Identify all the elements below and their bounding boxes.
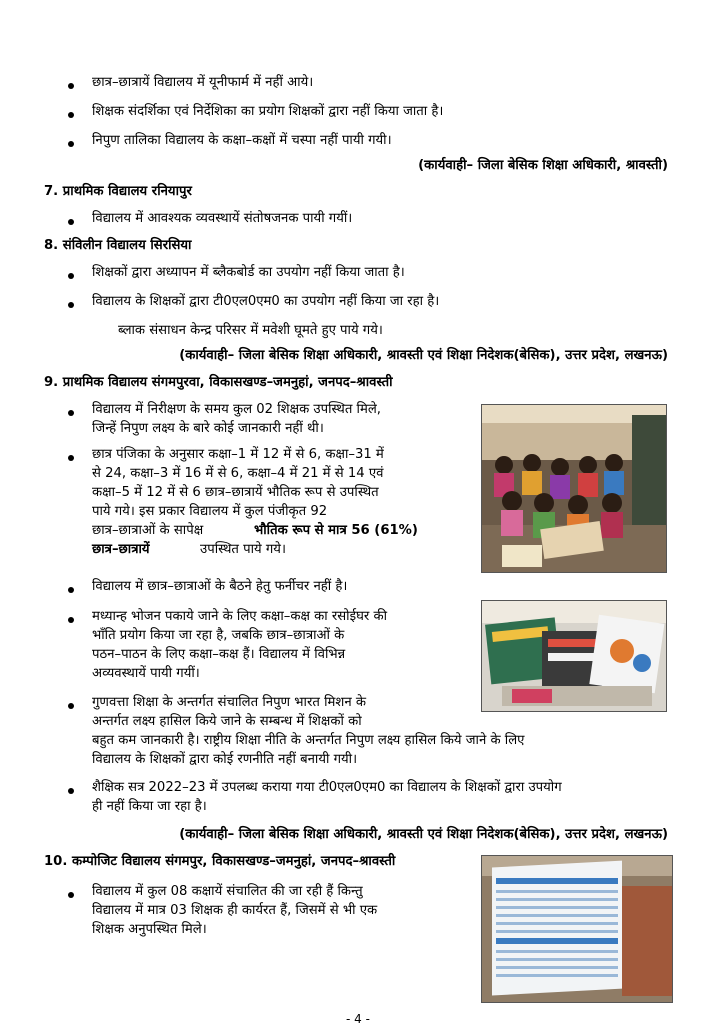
list-item-line: से 24, कक्षा–3 में 16 में से 6, कक्षा–4 में 21 में से 14 एवं bbox=[92, 466, 384, 481]
bullet-icon bbox=[68, 141, 74, 147]
wall-chart-photo bbox=[481, 855, 673, 1003]
bullet-icon bbox=[68, 219, 74, 225]
list-item-line: शैक्षिक सत्र 2022–23 में उपलब्ध कराया गया टी0एल0एम0 का विद्यालय के शिक्षकों द्वारा उपयोग bbox=[92, 780, 562, 795]
list-item-line: गुणवत्ता शिक्षा के अन्तर्गत संचालित निपुण भारत मिशन के bbox=[92, 695, 366, 710]
list-item-line: अन्तर्गत लक्ष्य हासिल किये जाने के सम्बन्ध में शिक्षकों को bbox=[92, 714, 362, 729]
list-item-line: कक्षा–5 में 12 में से 6 छात्र–छात्रायें भौतिक रूप से उपस्थित bbox=[92, 485, 379, 500]
bullet-icon bbox=[68, 302, 74, 308]
page-number: - 4 - bbox=[346, 1012, 370, 1026]
list-item-line: विद्यालय के शिक्षकों द्वारा कोई रणनीति नहीं बनायी गयी। bbox=[92, 752, 358, 767]
action-note: (कार्यवाही– जिला बेसिक शिक्षा अधिकारी, श्रावस्ती एवं शिक्षा निदेशक(बेसिक), उत्तर प्रदेश, लखनऊ) bbox=[179, 827, 668, 842]
bullet-icon bbox=[68, 703, 74, 709]
list-item: विद्यालय में छात्र–छात्राओं के बैठने हेतु फर्नीचर नहीं है। bbox=[92, 579, 348, 594]
list-item: निपुण तालिका विद्यालय के कक्षा–कक्षों में चस्पा नहीं पायी गयी। bbox=[92, 133, 392, 148]
bullet-icon bbox=[68, 410, 74, 416]
action-note: (कार्यवाही– जिला बेसिक शिक्षा अधिकारी, श्रावस्ती) bbox=[418, 158, 668, 173]
bullet-icon bbox=[68, 83, 74, 89]
list-item-line: अव्यवस्थायें पायी गयीं। bbox=[92, 666, 200, 681]
observation-note: ब्लाक संसाधन केन्द्र परिसर में मवेशी घूमते हुए पाये गये। bbox=[118, 323, 383, 338]
list-item-line: विद्यालय में कुल 08 कक्षायें संचालित की जा रही हैं किन्तु bbox=[92, 884, 363, 899]
list-item: विद्यालय में आवश्यक व्यवस्थायें संतोषजनक पायी गयीं। bbox=[92, 211, 353, 226]
bullet-icon bbox=[68, 112, 74, 118]
section-heading: 8. संविलीन विद्यालय सिरसिया bbox=[44, 238, 192, 253]
list-item-line: ही नहीं किया जा रहा है। bbox=[92, 799, 207, 814]
list-item-line: विद्यालय में मात्र 03 शिक्षक ही कार्यरत हैं, जिसमें से भी एक bbox=[92, 903, 378, 918]
list-item-line: पठन–पाठन के लिए कक्षा–कक्ष हैं। विद्यालय में विभिन्न bbox=[92, 647, 346, 662]
list-item-line: विद्यालय में निरीक्षण के समय कुल 02 शिक्षक उपस्थित मिले, bbox=[92, 402, 381, 417]
tlm-materials-photo bbox=[481, 600, 667, 712]
list-item-line: छात्र–छात्राओं के सापेक्ष bbox=[92, 523, 204, 538]
list-item: शिक्षक संदर्शिका एवं निर्देशिका का प्रयोग शिक्षकों द्वारा नहीं किया जाता है। bbox=[92, 104, 444, 119]
bullet-icon bbox=[68, 617, 74, 623]
section-heading: 10. कम्पोजिट विद्यालय संगमपुर, विकासखण्ड–जमनुहां, जनपद–श्रावस्ती bbox=[44, 854, 396, 869]
bullet-icon bbox=[68, 273, 74, 279]
bullet-icon bbox=[68, 892, 74, 898]
list-item-line: जिन्हें निपुण लक्ष्य के बारे कोई जानकारी नहीं थी। bbox=[92, 421, 324, 436]
list-item-line: छात्र पंजिका के अनुसार कक्षा–1 में 12 में से 6, कक्षा–31 में bbox=[92, 447, 384, 462]
list-item-line: पाये गये। इस प्रकार विद्यालय में कुल पंजीकृत 92 bbox=[92, 504, 328, 519]
list-item: शिक्षकों द्वारा अध्यापन में ब्लैकबोर्ड का उपयोग नहीं किया जाता है। bbox=[92, 265, 405, 280]
list-item-emphasis: भौतिक रूप से मात्र 56 (61%) bbox=[254, 523, 418, 538]
classroom-photo bbox=[481, 404, 667, 573]
section-heading: 7. प्राथमिक विद्यालय रनियापुर bbox=[44, 184, 192, 199]
list-item-emphasis: छात्र–छात्रायें bbox=[92, 542, 150, 557]
list-item: विद्यालय के शिक्षकों द्वारा टी0एल0एम0 का उपयोग नहीं किया जा रहा है। bbox=[92, 294, 440, 309]
list-item-line: शिक्षक अनुपस्थित मिले। bbox=[92, 922, 207, 937]
list-item-line: बहुत कम जानकारी है। राष्ट्रीय शिक्षा नीति के अन्तर्गत निपुण लक्ष्य हासिल किये जाने के लिए bbox=[92, 733, 525, 748]
action-note: (कार्यवाही– जिला बेसिक शिक्षा अधिकारी, श्रावस्ती एवं शिक्षा निदेशक(बेसिक), उत्तर प्रदेश, लखनऊ) bbox=[179, 348, 668, 363]
list-item: छात्र–छात्रायें विद्यालय में यूनीफार्म में नहीं आये। bbox=[92, 75, 314, 90]
bullet-icon bbox=[68, 587, 74, 593]
bullet-icon bbox=[68, 788, 74, 794]
list-item-line: भाँति प्रयोग किया जा रहा है, जबकि छात्र–छात्राओं के bbox=[92, 628, 345, 643]
list-item-line: मध्यान्ह भोजन पकाये जाने के लिए कक्षा–कक्ष का रसोईघर की bbox=[92, 609, 387, 624]
section-heading: 9. प्राथमिक विद्यालय संगमपुरवा, विकासखण्ड–जमनुहां, जनपद–श्रावस्ती bbox=[44, 375, 393, 390]
bullet-icon bbox=[68, 455, 74, 461]
list-item-line: उपस्थित पाये गये। bbox=[200, 542, 286, 557]
